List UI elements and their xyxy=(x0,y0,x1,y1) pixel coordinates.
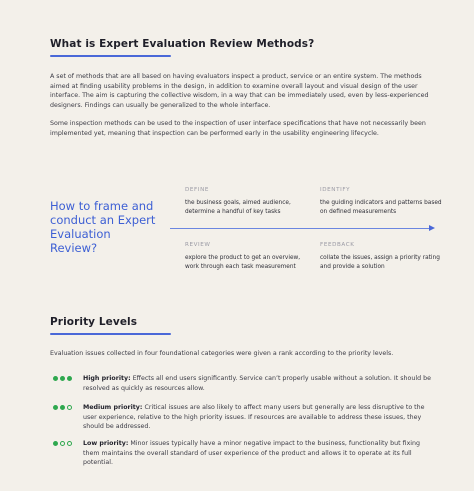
dot-filled-icon xyxy=(60,405,65,410)
priority-name: High priority: xyxy=(83,375,131,382)
dot-filled-icon xyxy=(53,376,58,381)
dot-filled-icon xyxy=(67,376,72,381)
dot-empty-icon xyxy=(60,441,65,446)
title-underline xyxy=(50,333,171,335)
step-text: explore the product to get an overview, work through each task measurement xyxy=(185,255,301,270)
priority-intro: Evaluation issues collected in four foundational categories were given a rank according to the priority levels. xyxy=(50,350,394,357)
step-identify xyxy=(320,187,448,217)
methods-paragraph-2: Some inspection methods can be used to the inspection of user interface specifications that have not necessarily been implemented yet, meaning that inspection can be performed early in the usability engineering lifecycle. xyxy=(50,120,426,137)
priority-dots-icon xyxy=(53,376,72,381)
methods-paragraph-1: A set of methods that are all based on having evaluators inspect a product, service or an entire system. The methods aimed at finding usability problems in the design, in addition to examine overall layout and visual design of the user interface. The aim is capturing the collective wisdom, in a way that can be immediately used, even by less-experienced designers. Findings can usually be generalized to the whole interface. xyxy=(50,73,429,109)
dot-empty-icon xyxy=(67,441,72,446)
section-title-methods: What is Expert Evaluation Review Methods? xyxy=(50,38,315,50)
step-label: FEEDBACK xyxy=(320,242,355,248)
dot-filled-icon xyxy=(53,405,58,410)
step-text: the business goals, aimed audience, determine a handful of key tasks xyxy=(185,200,291,215)
section-title-priority: Priority Levels xyxy=(50,316,138,328)
step-text: collate the issues, assign a priority rating and provide a solution xyxy=(320,255,440,270)
step-text: the guiding indicators and patterns based on defined measurements xyxy=(320,200,442,215)
priority-name: Low priority: xyxy=(83,440,129,447)
dot-filled-icon xyxy=(53,441,58,446)
priority-dots-icon xyxy=(53,441,72,446)
priority-description xyxy=(83,439,433,468)
step-define xyxy=(185,187,313,217)
priority-text: Minor issues typically have a minor negative impact to the business, functionality but fixing them maintains the overall standard of user experience of the product and allows it to operate at its full potential. xyxy=(83,440,421,467)
step-review xyxy=(185,242,313,272)
priority-text: Effects all end users significantly. Service can’t properly usable without a solution. It should be resolved as quickly as resources allow. xyxy=(83,375,431,392)
dot-filled-icon xyxy=(60,376,65,381)
timeline-arrow-icon xyxy=(429,225,435,231)
priority-text: Critical issues are also likely to affect many users but generally are less disruptive to the user experience, relative to the high priority issues. If resources are available to address these issues, they should be addressed. xyxy=(83,404,425,431)
title-underline xyxy=(50,55,171,57)
priority-name: Medium priority: xyxy=(83,404,143,411)
step-label: REVIEW xyxy=(185,242,211,248)
framing-title: How to frame and conduct an Expert Evaluation Review? xyxy=(50,199,156,255)
priority-dots-icon xyxy=(53,405,72,410)
priority-description xyxy=(83,403,433,432)
priority-description xyxy=(83,374,433,393)
timeline-line xyxy=(170,228,430,229)
dot-empty-icon xyxy=(67,405,72,410)
step-label: DEFINE xyxy=(185,187,210,193)
step-feedback xyxy=(320,242,448,272)
step-label: IDENTIFY xyxy=(320,187,351,193)
